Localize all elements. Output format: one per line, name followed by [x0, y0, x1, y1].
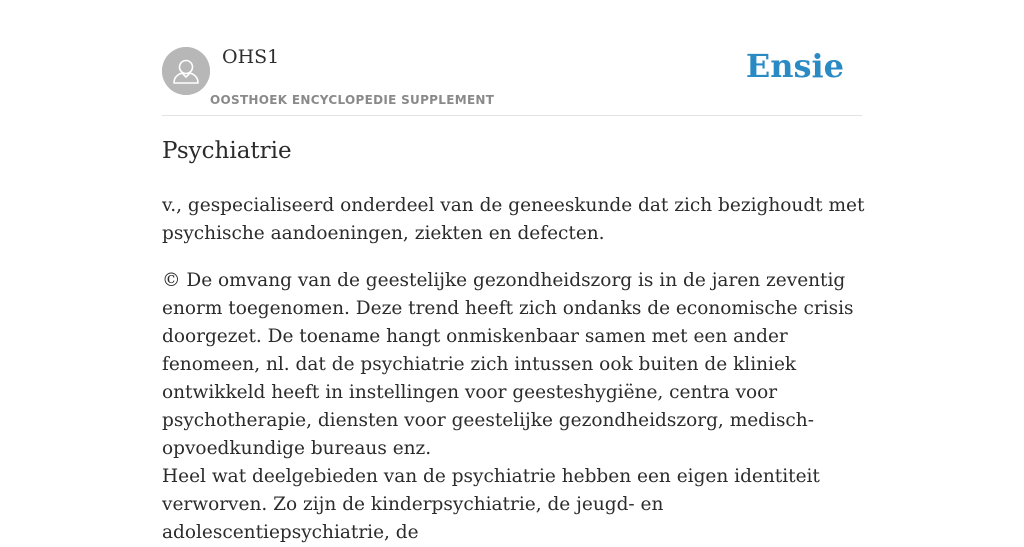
article-title: Psychiatrie [162, 138, 292, 164]
user-avatar-icon[interactable] [162, 47, 210, 95]
source-code-link[interactable]: OHS1 [222, 46, 280, 68]
page-content [162, 0, 865, 543]
source-name: OOSTHOEK ENCYCLOPEDIE SUPPLEMENT [210, 93, 495, 107]
article-paragraph-body: © De omvang van de geestelijke gezondheidszorg is in de jaren zeventig enorm toegenomen. Deze trend heeft zich ondanks de economische crisis doorgezet. De toename hangt onmiskenbaar samen met een ander fenomeen, nl. dat de psychiatrie zich intussen ook buiten de kliniek ontwikkeld heeft in instellingen voor geesteshygiëne, centra voor psychotherapie, diensten voor geestelijke gezondheidszorg, medisch-opvoedkundige bureaus enz. [162, 270, 854, 459]
article-paragraph-subfields: Heel wat deelgebieden van de psychiatrie hebben een eigen identiteit verworven. Zo zijn de kinderpsychiatrie, de jeugd- en adolescentiepsychiatrie, de [162, 466, 820, 543]
article-paragraph-definition: v., gespecialiseerd onderdeel van de geneeskunde dat zich bezighoudt met psychische aandoeningen, ziekten en defecten. [162, 195, 865, 244]
entry-header [162, 0, 862, 116]
user-silhouette-icon [162, 47, 210, 95]
ensie-logo-link[interactable]: Ensie [745, 47, 844, 85]
